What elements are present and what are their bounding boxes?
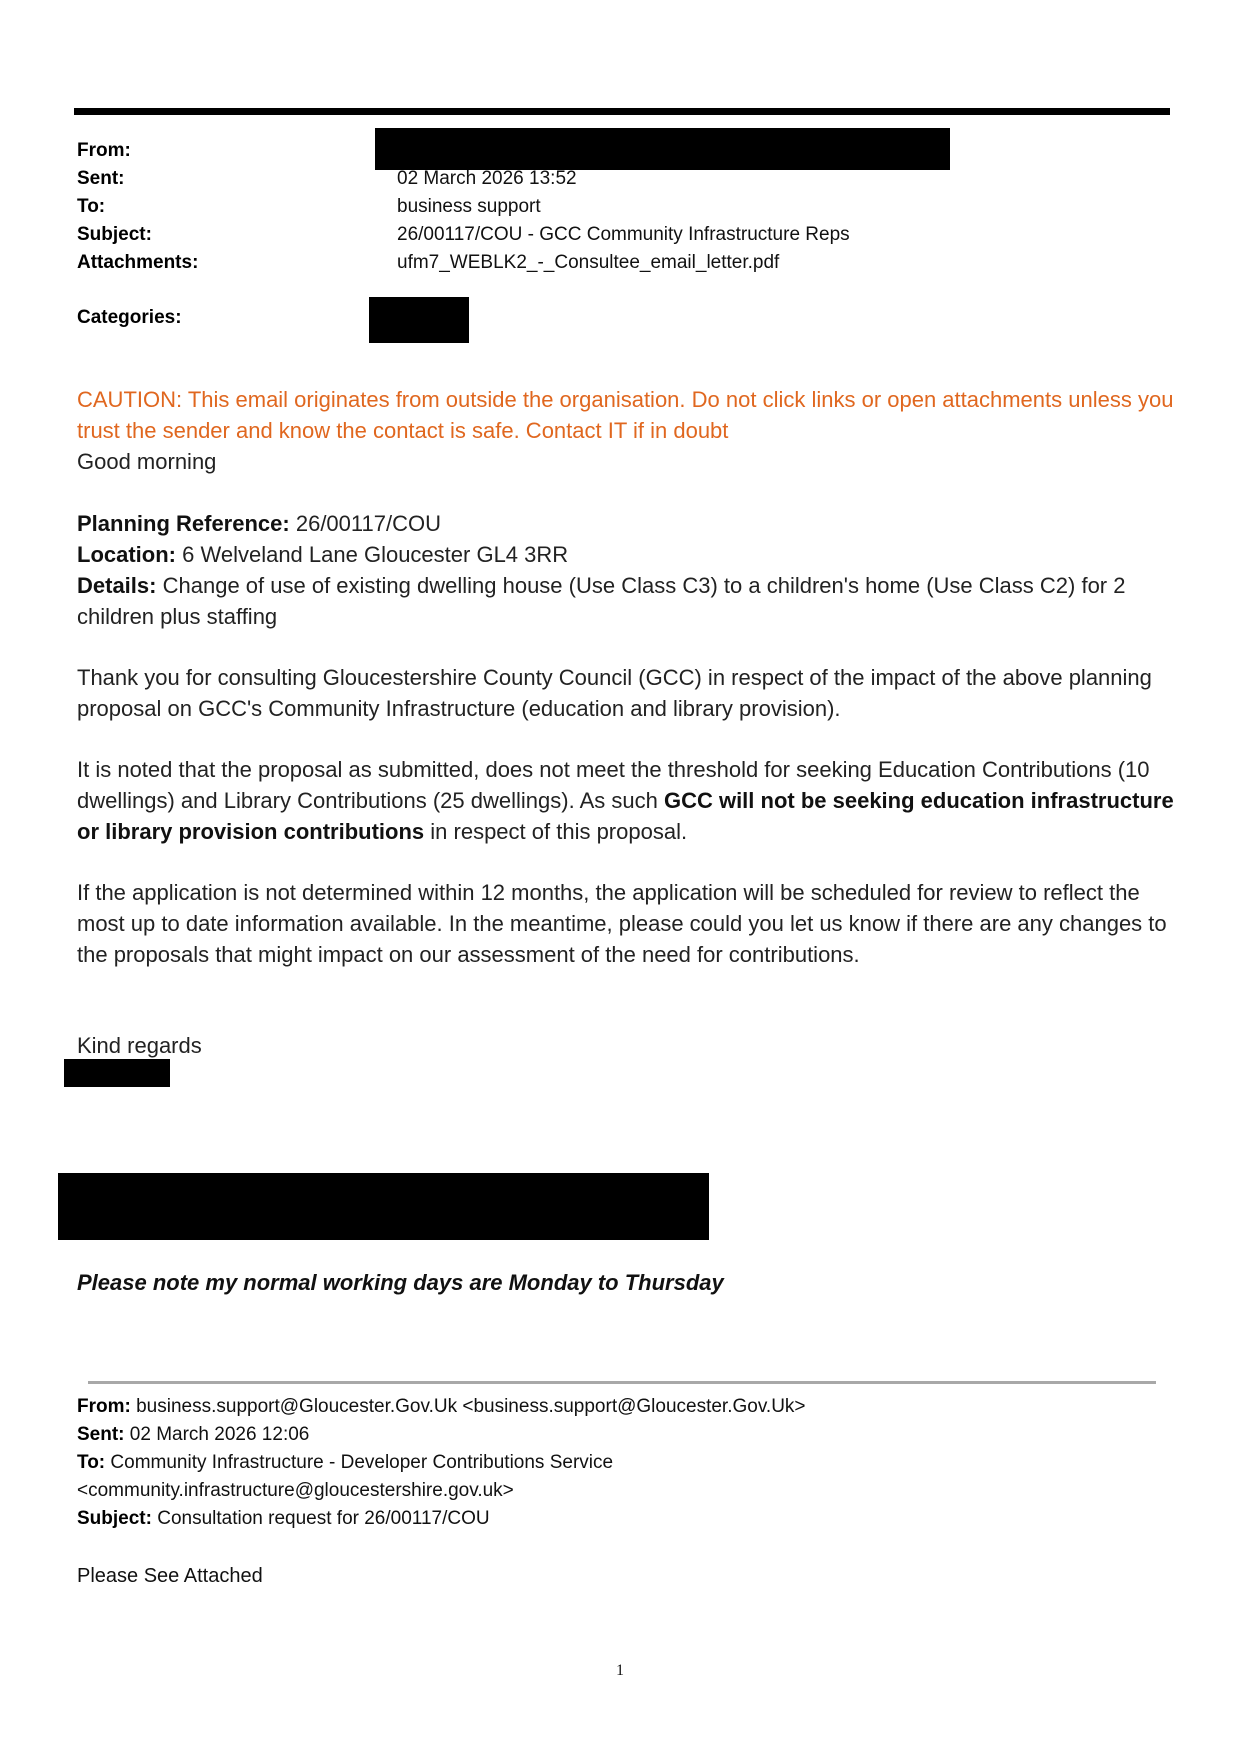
greeting: Good morning xyxy=(77,449,217,474)
signoff: Kind regards xyxy=(77,1033,202,1058)
forwarded-to-line xyxy=(77,1449,613,1477)
location-value: 6 Welveland Lane Gloucester GL4 3RR xyxy=(182,542,569,567)
paragraph-threshold-bold: GCC will not be seeking education infrastructure or library provision contributions xyxy=(77,788,1174,844)
paragraph-threshold-end: in respect of this proposal. xyxy=(424,819,688,844)
forwarded-to-value: Community Infrastructure - Developer Contributions Service xyxy=(110,1452,614,1473)
location-line xyxy=(77,539,1187,570)
header-sent-label: Sent: xyxy=(77,168,125,189)
header-subject-value: 26/00117/COU - GCC Community Infrastructure Reps xyxy=(397,224,850,245)
forwarded-body: Please See Attached xyxy=(77,1565,263,1587)
redacted-sender xyxy=(375,128,950,170)
forwarded-to-label: To: xyxy=(77,1452,106,1473)
forwarded-subject-label: Subject: xyxy=(77,1508,152,1529)
header-from-label: From: xyxy=(77,140,131,161)
paragraph-threshold xyxy=(77,754,1187,847)
planning-reference-label: Planning Reference: xyxy=(77,511,290,536)
planning-reference-line xyxy=(77,508,1187,539)
header-to-value: business support xyxy=(397,196,541,217)
details-line xyxy=(77,570,1187,632)
page-number: 1 xyxy=(616,1662,624,1679)
paragraph-consultation: Thank you for consulting Gloucestershire County Council (GCC) in respect of the impact of the above planning proposal on GCC's Community Infrastructure (education and library provision). xyxy=(77,665,1152,721)
header-to-label: To: xyxy=(77,196,106,217)
forwarded-to-address[interactable]: <community.infrastructure@gloucestershire.gov.uk> xyxy=(77,1480,514,1501)
header-attachments-label: Attachments: xyxy=(77,252,199,273)
forwarded-from-line xyxy=(77,1393,806,1421)
forwarded-sent-label: Sent: xyxy=(77,1424,125,1445)
forwarded-subject-line xyxy=(77,1505,490,1533)
redacted-signature-block xyxy=(58,1173,709,1240)
paragraph-review: If the application is not determined within 12 months, the application will be scheduled for review to reflect the most up to date information available. In the meantime, please could you let us know if there are any changes to the proposals that might impact on our assessment of the need for contributions. xyxy=(77,880,1167,967)
forwarded-from-value[interactable]: business.support@Gloucester.Gov.Uk <business.support@Gloucester.Gov.Uk> xyxy=(136,1396,806,1417)
details-label: Details: xyxy=(77,573,157,598)
redacted-category xyxy=(369,297,469,343)
forwarded-from-label: From: xyxy=(77,1396,131,1417)
header-top-rule xyxy=(74,108,1170,115)
location-label: Location: xyxy=(77,542,176,567)
details-value: Change of use of existing dwelling house (Use Class C3) to a children's home (Use Class C2) for 2 children plus staffing xyxy=(77,573,1126,629)
header-categories-label: Categories: xyxy=(77,307,182,328)
header-subject-label: Subject: xyxy=(77,224,152,245)
working-days-note: Please note my normal working days are Monday to Thursday xyxy=(77,1270,724,1295)
planning-reference-value: 26/00117/COU xyxy=(295,511,441,536)
header-attachment-link[interactable]: ufm7_WEBLK2_-_Consultee_email_letter.pdf xyxy=(397,252,780,273)
redacted-signature-name xyxy=(64,1059,170,1087)
forwarded-sent-line xyxy=(77,1421,309,1449)
header-sent-value: 02 March 2026 13:52 xyxy=(397,168,577,189)
forwarded-subject-value: Consultation request for 26/00117/COU xyxy=(157,1508,490,1529)
forwarded-sent-value: 02 March 2026 12:06 xyxy=(129,1424,310,1445)
paragraph-threshold-start: It is noted that the proposal as submitted, does not meet the threshold for seeking Education Contributions (10 dwellings) and Library Contributions (25 dwellings). As such xyxy=(77,757,1150,813)
forwarded-separator xyxy=(88,1381,1156,1384)
external-email-caution: CAUTION: This email originates from outside the organisation. Do not click links or open attachments unless you trust the sender and know the contact is safe. Contact IT if in doubt xyxy=(77,387,1174,443)
